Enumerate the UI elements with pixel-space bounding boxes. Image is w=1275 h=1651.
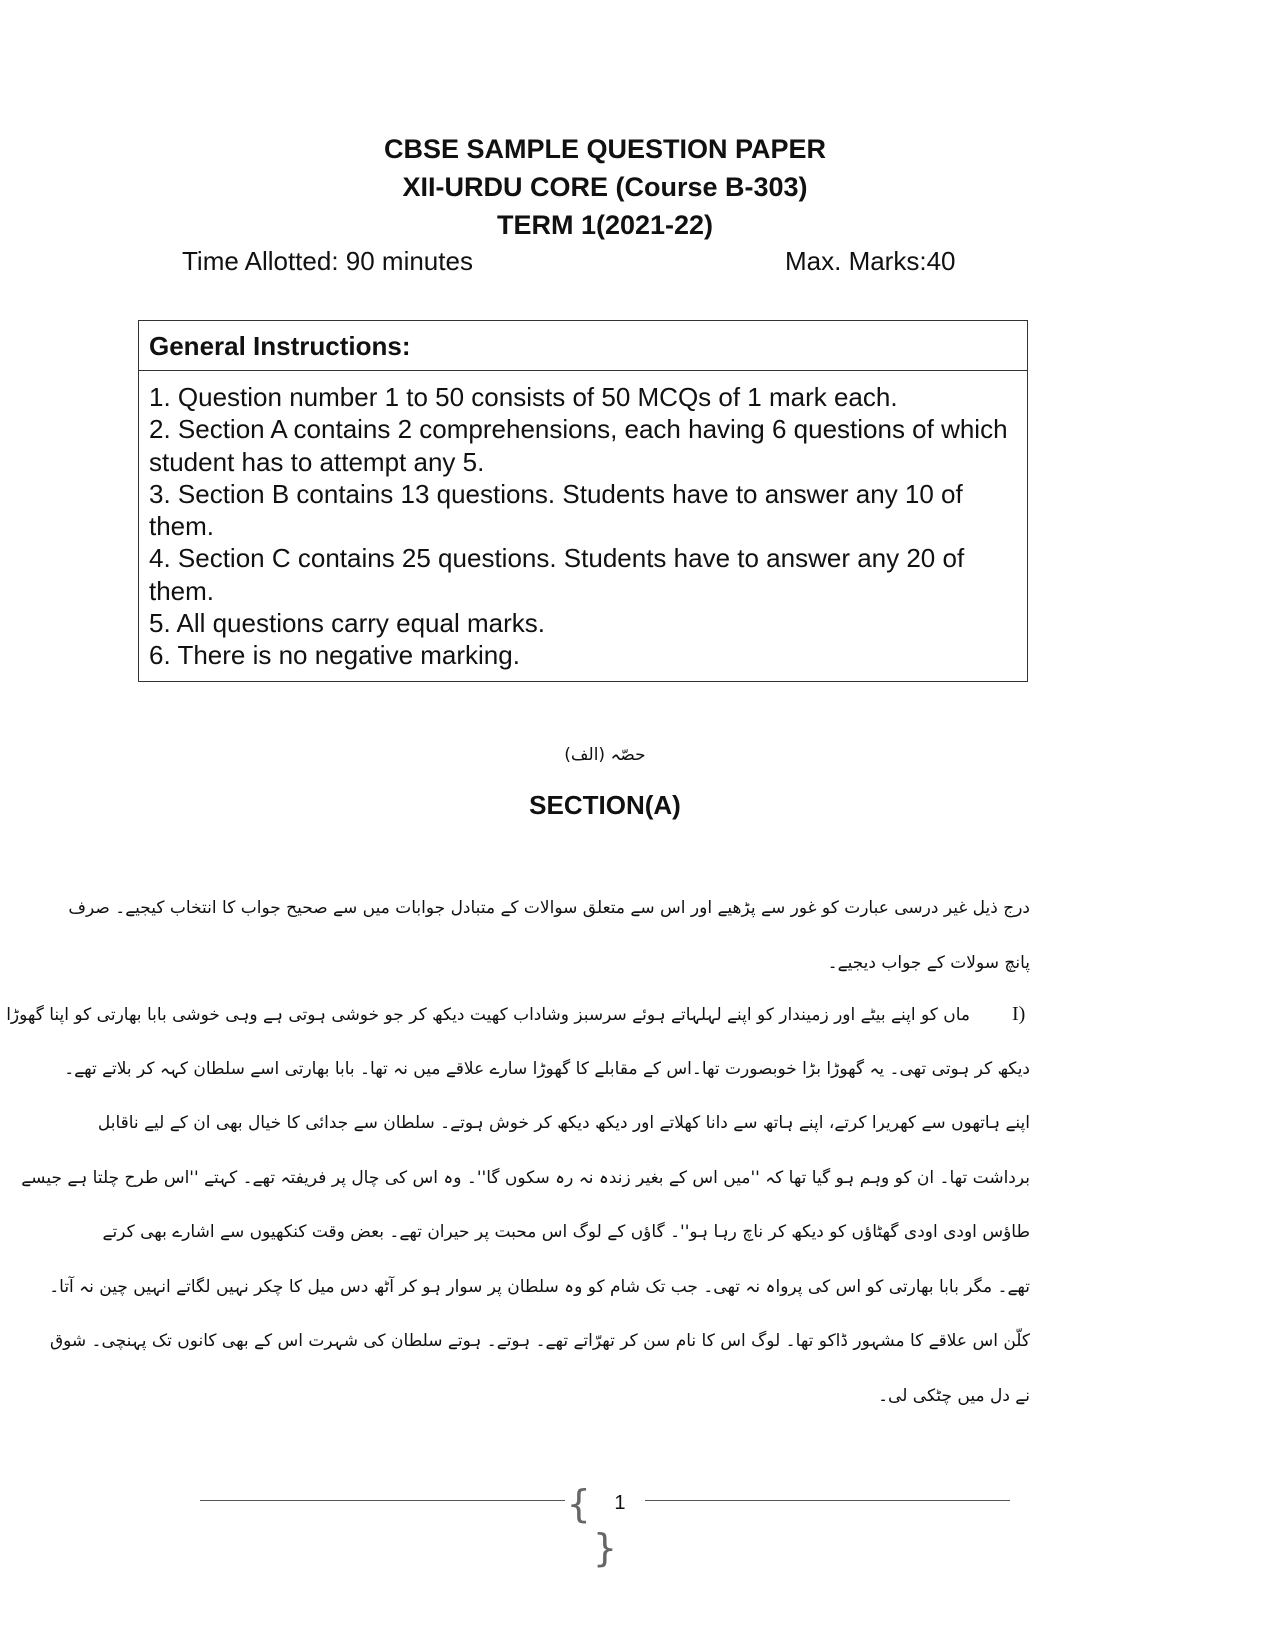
instructions-heading: General Instructions: (139, 321, 1027, 371)
max-marks: Max. Marks:40 (785, 246, 956, 276)
instruction-item: 6. There is no negative marking. (149, 640, 520, 671)
question-number: I) (1012, 1003, 1026, 1025)
right-brace-icon: } (592, 1526, 618, 1570)
urdu-text-line: ماں کو اپنے بیٹے اور زمیندار کو اپنے لہلہاتے ہوئے سرسبز وشاداب کھیت دیکھ کر جو خوشی ہوتی ہے وہی خوشی بابا بھارتی کو اپنا گھوڑا (6, 1005, 970, 1025)
footer-divider-right (645, 1500, 1010, 1501)
left-brace-icon: { (566, 1482, 591, 1526)
instruction-item: 1. Question number 1 to 50 consists of 50 MCQs of 1 mark each. (149, 382, 898, 412)
page-number-block (560, 1482, 650, 1570)
urdu-text-line: کلّن اس علاقے کا مشہور ڈاکو تھا۔ لوگ اس کا نام سن کر تھرّاتے تھے۔ ہوتے۔ ہوتے سلطان کی شہرت اس کے بھی کانوں تک پہنچی۔ شوق (49, 1331, 1030, 1351)
urdu-text-line: دیکھ کر ہوتی تھی۔ یہ گھوڑا بڑا خوبصورت تھا۔اس کے مقابلے کا گھوڑا سارے علاقے میں نہ تھا۔ بابا بھارتی اسے سلطان کہہ کر بلاتے تھے۔ (64, 1059, 1030, 1079)
time-allotted: Time Allotted: 90 minutes (182, 246, 473, 276)
urdu-text-line: تھے۔ مگر بابا بھارتی کو اس کی پرواہ نہ تھی۔ جب تک شام کو وہ سلطان پر سوار ہو کر آٹھ دس میل کا چکر نہیں لگاتے انہیں چین نہ آتا۔ (49, 1277, 1030, 1297)
course-title: XII-URDU CORE (Course B-303) (402, 172, 808, 202)
instruction-item: 4. Section C contains 25 questions. Students have to answer any 20 of them. (149, 543, 965, 606)
urdu-text-line: نے دل میں چٹکی لی۔ (878, 1386, 1030, 1406)
paper-title: CBSE SAMPLE QUESTION PAPER (383, 134, 827, 164)
instruction-item: 2. Section A contains 2 comprehensions, each having 6 questions of which student has to attempt any 5. (149, 414, 1008, 477)
general-instructions-box (138, 320, 1028, 682)
instruction-item: 3. Section B contains 13 questions. Students have to answer any 10 of them. (149, 478, 963, 542)
urdu-text-line: درج ذیل غیر درسی عبارت کو غور سے پڑھیے اور اس سے متعلق سوالات کے متبادل جوابات میں سے صحیح جواب کا انتخاب کیجیے۔ صرف (68, 898, 1030, 918)
page-number: 1 (614, 1492, 626, 1515)
term-title: TERM 1(2021-22) (496, 210, 714, 240)
urdu-text-line: برداشت تھا۔ ان کو وہم ہو گیا تھا کہ ''میں اس کے بغیر زندہ نہ رہ سکوں گا''۔ وہ اس کی چال پر فریفتہ تھے۔ کہتے ''اس طرح چلتا ہے جیسے (21, 1168, 1030, 1188)
urdu-text-line: پانچ سولات کے جواب دیجیے۔ (827, 953, 1030, 973)
section-heading: SECTION(A) (529, 790, 681, 820)
instructions-list (139, 371, 1027, 672)
section-urdu-heading: حصّہ (الف) (564, 745, 646, 765)
instruction-item: 5. All questions carry equal marks. (149, 608, 545, 639)
urdu-text-line: اپنے ہاتھوں سے کھریرا کرتے، اپنے ہاتھ سے دانا کھلاتے اور دیکھ دیکھ کر خوش ہوتے۔ سلطان سے جدائی کا خیال بھی ان کے لیے ناقابل (97, 1113, 1030, 1133)
footer-divider-left (200, 1500, 565, 1501)
urdu-text-line: طاؤس اودی اودی گھٹاؤں کو دیکھ کر ناچ رہا ہو''۔ گاؤں کے لوگ اس محبت پر حیران تھے۔ بعض وقت کنکھیوں سے اشارے بھی کرتے (102, 1222, 1030, 1242)
